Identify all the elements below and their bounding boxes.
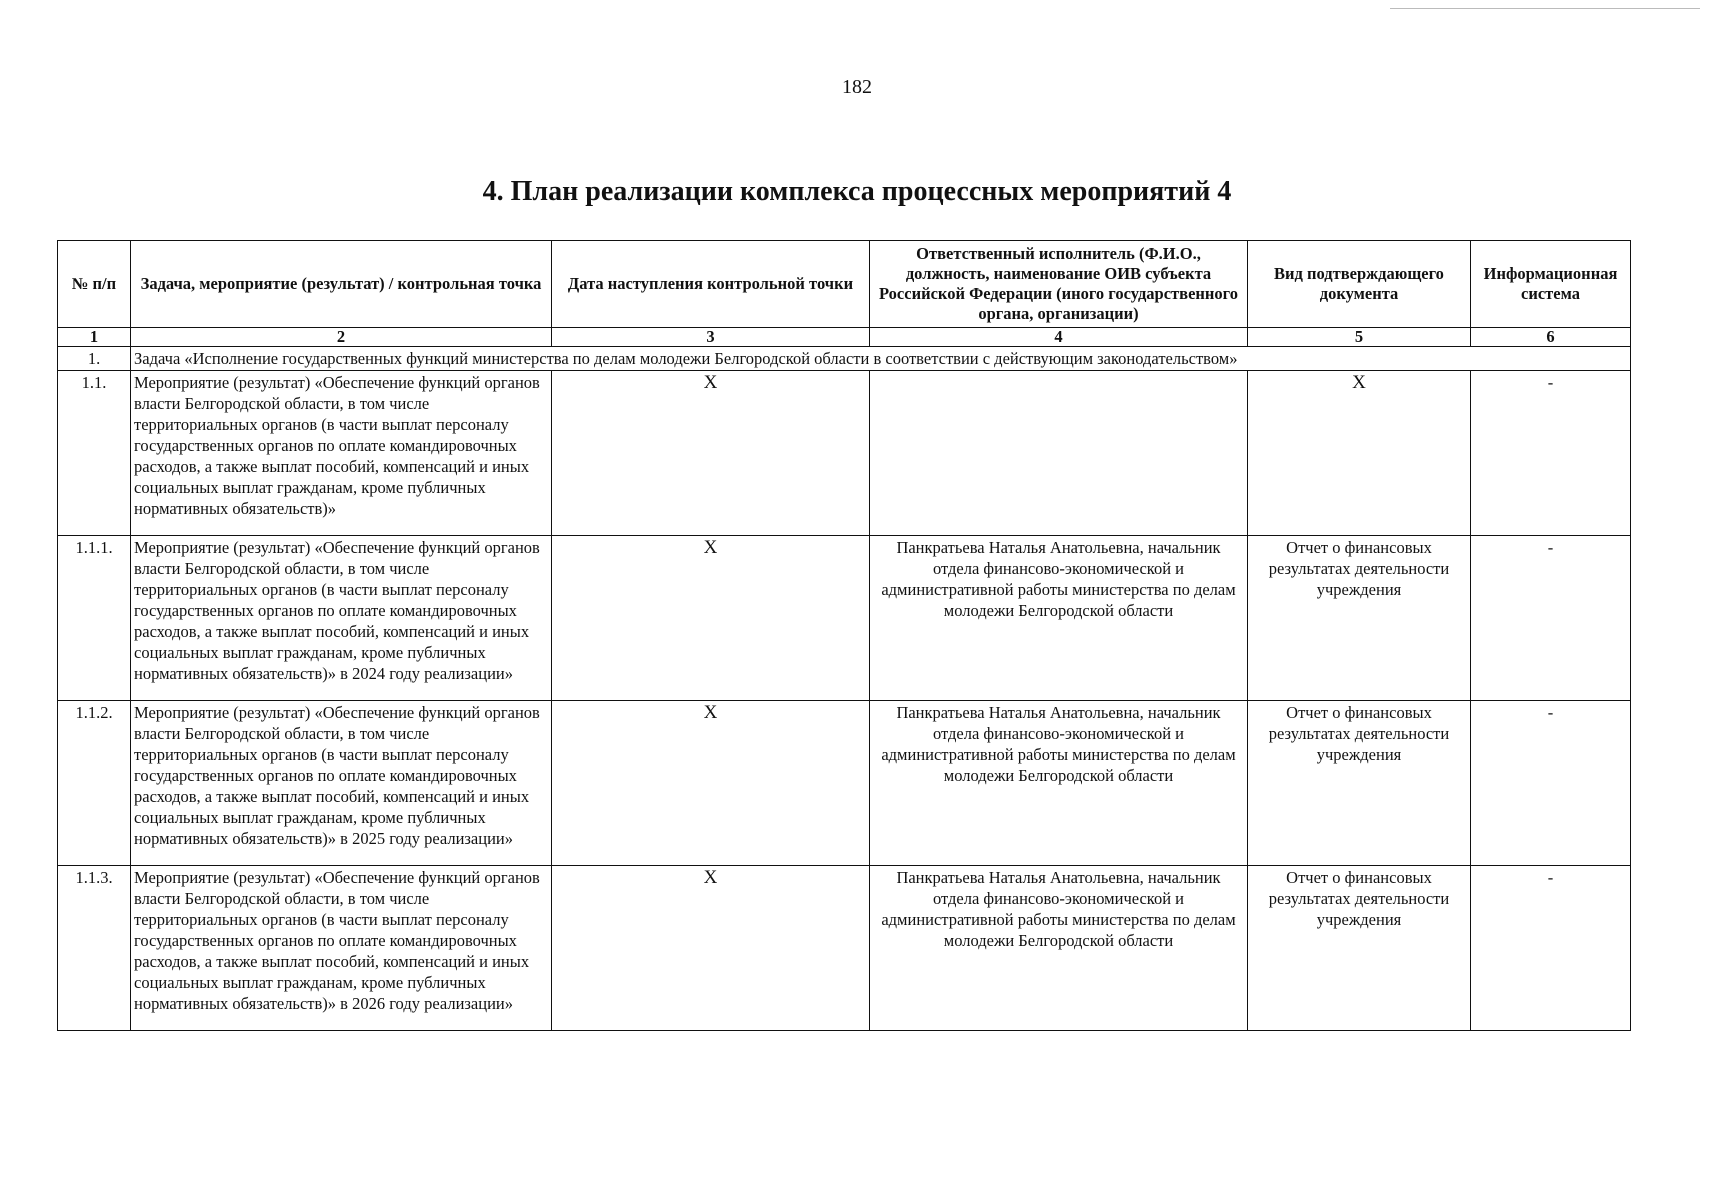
row-date: X: [552, 701, 870, 866]
column-number: 6: [1471, 328, 1631, 347]
header-document: Вид подтверждающего документа: [1248, 241, 1471, 328]
scan-artifact-line: [1390, 8, 1700, 9]
row-document: X: [1248, 371, 1471, 536]
table-row: [58, 371, 1631, 536]
header-num: № п/п: [58, 241, 131, 328]
row-date: X: [552, 536, 870, 701]
row-system: -: [1471, 866, 1631, 1031]
row-responsible: Панкратьева Наталья Анатольевна, начальник отдела финансово-экономической и административной работы министерства по делам молодежи Белгородской области: [870, 701, 1248, 866]
row-responsible: Панкратьева Наталья Анатольевна, начальник отдела финансово-экономической и административной работы министерства по делам молодежи Белгородской области: [870, 866, 1248, 1031]
column-number: 5: [1248, 328, 1471, 347]
header-date: Дата наступления контрольной точки: [552, 241, 870, 328]
column-number: 1: [58, 328, 131, 347]
table-row: [58, 701, 1631, 866]
table-row: [58, 536, 1631, 701]
row-document: Отчет о финансовых результатах деятельности учреждения: [1248, 866, 1471, 1031]
column-number: 4: [870, 328, 1248, 347]
row-number: 1.1.2.: [58, 701, 131, 866]
row-description: Мероприятие (результат) «Обеспечение функций органов власти Белгородской области, в том числе территориальных органов (в части выплат персоналу государственных органов по оплате командировочных расходов, а также выплат пособий, компенсаций и иных социальных выплат гражданам, кроме публичных нормативных обязательств)» в 2026 году реализации»: [131, 866, 552, 1031]
column-number: 3: [552, 328, 870, 347]
row-responsible: [870, 371, 1248, 536]
header-system: Информационная система: [1471, 241, 1631, 328]
plan-table: [57, 240, 1631, 1031]
row-date: X: [552, 371, 870, 536]
row-description: Мероприятие (результат) «Обеспечение функций органов власти Белгородской области, в том числе территориальных органов (в части выплат персоналу государственных органов по оплате командировочных расходов, а также выплат пособий, компенсаций и иных социальных выплат гражданам, кроме публичных нормативных обязательств)» в 2025 году реализации»: [131, 701, 552, 866]
row-system: -: [1471, 536, 1631, 701]
row-date: X: [552, 866, 870, 1031]
header-task: Задача, мероприятие (результат) / контрольная точка: [131, 241, 552, 328]
table-header-row: [58, 241, 1631, 328]
task-number: 1.: [58, 347, 131, 371]
task-text: Задача «Исполнение государственных функций министерства по делам молодежи Белгородской области в соответствии с действующим законодательством»: [131, 347, 1631, 371]
table-row: [58, 866, 1631, 1031]
row-responsible: Панкратьева Наталья Анатольевна, начальник отдела финансово-экономической и административной работы министерства по делам молодежи Белгородской области: [870, 536, 1248, 701]
task-row: [58, 347, 1631, 371]
column-number: 2: [131, 328, 552, 347]
document-title: 4. План реализации комплекса процессных мероприятий 4: [482, 176, 1232, 207]
row-number: 1.1.3.: [58, 866, 131, 1031]
header-responsible: Ответственный исполнитель (Ф.И.О., должность, наименование ОИВ субъекта Российской Федерации (иного государственного органа, организации): [870, 241, 1248, 328]
row-number: 1.1.: [58, 371, 131, 536]
column-number-row: [58, 328, 1631, 347]
row-system: -: [1471, 371, 1631, 536]
row-document: Отчет о финансовых результатах деятельности учреждения: [1248, 536, 1471, 701]
row-description: Мероприятие (результат) «Обеспечение функций органов власти Белгородской области, в том числе территориальных органов (в части выплат персоналу государственных органов по оплате командировочных расходов, а также выплат пособий, компенсаций и иных социальных выплат гражданам, кроме публичных нормативных обязательств)»: [131, 371, 552, 536]
row-number: 1.1.1.: [58, 536, 131, 701]
row-description: Мероприятие (результат) «Обеспечение функций органов власти Белгородской области, в том числе территориальных органов (в части выплат персоналу государственных органов по оплате командировочных расходов, а также выплат пособий, компенсаций и иных социальных выплат гражданам, кроме публичных нормативных обязательств)» в 2024 году реализации»: [131, 536, 552, 701]
row-system: -: [1471, 701, 1631, 866]
page-number: 182: [842, 76, 872, 98]
row-document: Отчет о финансовых результатах деятельности учреждения: [1248, 701, 1471, 866]
